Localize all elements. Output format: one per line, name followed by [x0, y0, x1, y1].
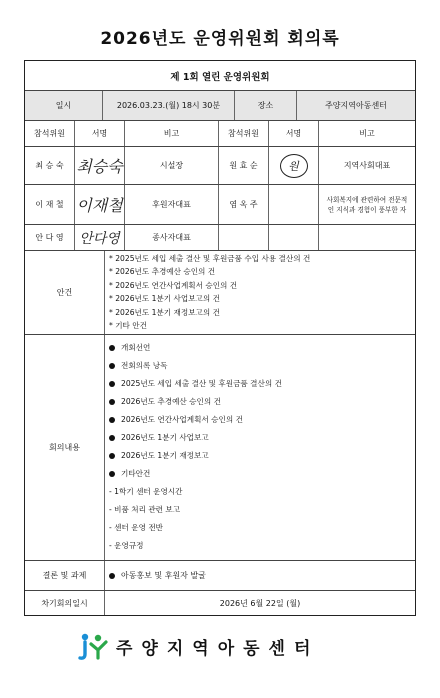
content-item: 2026년도 1분기 재정보고: [109, 447, 415, 465]
next-meeting-value: 2026년 6월 22일 (월): [219, 598, 301, 608]
meeting-title: 제 1회 열린 운영위원회: [170, 71, 270, 83]
place-label: 장소: [235, 91, 297, 120]
bullet-icon: [109, 435, 115, 441]
result-label: 결론 및 과제: [25, 561, 105, 590]
attendee-row: [25, 225, 415, 251]
attendee-header: 참석위원: [25, 121, 75, 146]
attendee-note: 시설장: [125, 147, 219, 184]
agenda-label: 안건: [25, 251, 105, 334]
attendee-name: 원 효 순: [219, 147, 269, 184]
bullet-icon: [109, 381, 115, 387]
bullet-icon: [109, 573, 115, 579]
attendee-header-row: [25, 121, 415, 147]
content-item: 2025년도 세입 세출 결산 및 후원금품 결산의 건: [109, 375, 415, 393]
circle-signature: 원: [280, 154, 308, 178]
content-row: [25, 335, 415, 561]
signature: [269, 185, 319, 224]
agenda-item: * 2026년도 추경예산 승인의 건: [109, 267, 216, 277]
content-subitem: - 센터 운영 전반: [109, 523, 163, 532]
signature-text: 최승숙: [76, 157, 123, 176]
result-value: 아동홍보 및 후원자 발굴: [105, 561, 415, 590]
attendee-row: [25, 185, 415, 225]
agenda-row: [25, 251, 415, 335]
bullet-icon: [109, 345, 115, 351]
signature-text: 안다영: [79, 230, 120, 247]
attendee-name: [219, 225, 269, 250]
content-subitem: - 운영규정: [109, 541, 144, 550]
attendee-note: 후원자대표: [125, 185, 219, 224]
minutes-table: [24, 60, 416, 616]
agenda-item: * 2026년도 1분기 재정보고의 건: [109, 307, 220, 317]
bullet-icon: [109, 453, 115, 459]
attendee-note: 종사자대표: [125, 225, 219, 250]
bullet-icon: [109, 417, 115, 423]
next-meeting-row: [25, 591, 415, 615]
content-item: 기타안건: [109, 465, 415, 483]
content-item: 2026년도 1분기 사업보고: [109, 429, 415, 447]
content-list: [107, 335, 415, 564]
attendee-note: 지역사회대표: [343, 161, 391, 170]
result-row: [25, 561, 415, 591]
attendee-name: 염 옥 주: [219, 185, 269, 224]
content-label: 회의내용: [25, 335, 105, 560]
signature: [75, 185, 125, 224]
date-label: 일시: [25, 91, 103, 120]
signature-text: 이재철: [76, 196, 123, 215]
content-item: 2026년도 추경예산 승인의 건: [109, 393, 415, 411]
agenda-item: * 2026년도 1분기 사업보고의 건: [109, 294, 220, 304]
document-title: 2026년도 운영위원회 회의록: [100, 29, 340, 49]
signature: [75, 225, 125, 250]
bullet-icon: [109, 471, 115, 477]
attendee-name: 안 다 영: [25, 225, 75, 250]
agenda-item: * 기타 안건: [109, 320, 147, 330]
person-logo-icon: [76, 632, 110, 660]
attendee-row: [25, 147, 415, 185]
bullet-icon: [109, 363, 115, 369]
attendee-name: 이 재 철: [25, 185, 75, 224]
meeting-title-row: [25, 61, 415, 91]
agenda-item: * 2025년도 세입 세출 결산 및 후원금품 수입 사용 결산의 건: [109, 254, 311, 263]
content-item: 2026년도 연간사업계획서 승인의 건: [109, 411, 415, 429]
date-place-row: [25, 91, 415, 121]
signature-header: 서명: [269, 121, 319, 146]
signature: [75, 147, 125, 184]
note-header: 비고: [359, 129, 375, 138]
agenda-list: [107, 251, 415, 335]
content-item: 개회선언: [109, 339, 415, 357]
date-value: 2026.03.23.(월) 18시 30분: [103, 91, 235, 120]
content-item: 전회의록 낭독: [109, 357, 415, 375]
footer-logo: [76, 632, 319, 660]
organization-name: 주양지역아동센터: [116, 638, 320, 659]
attendee-note: 사회복지에 관련하여 전문적인 지식과 경험이 풍부한 자: [326, 195, 408, 214]
attendee-note: [319, 225, 415, 250]
agenda-item: * 2026년도 연간사업계획서 승인의 건: [109, 280, 238, 290]
signature-header: 서명: [75, 121, 125, 146]
signature: [269, 225, 319, 250]
signature: [269, 147, 319, 184]
bullet-icon: [109, 399, 115, 405]
place-value: 주양지역아동센터: [325, 101, 387, 110]
next-meeting-label: 차기회의일시: [25, 591, 105, 615]
content-subitem: - 1학기 센터 운영시간: [109, 487, 183, 496]
content-subitem: - 비품 처리 관련 보고: [109, 505, 181, 514]
attendee-header: 참석위원: [219, 121, 269, 146]
attendee-name: 최 승 숙: [25, 147, 75, 184]
note-header: 비고: [125, 121, 219, 146]
